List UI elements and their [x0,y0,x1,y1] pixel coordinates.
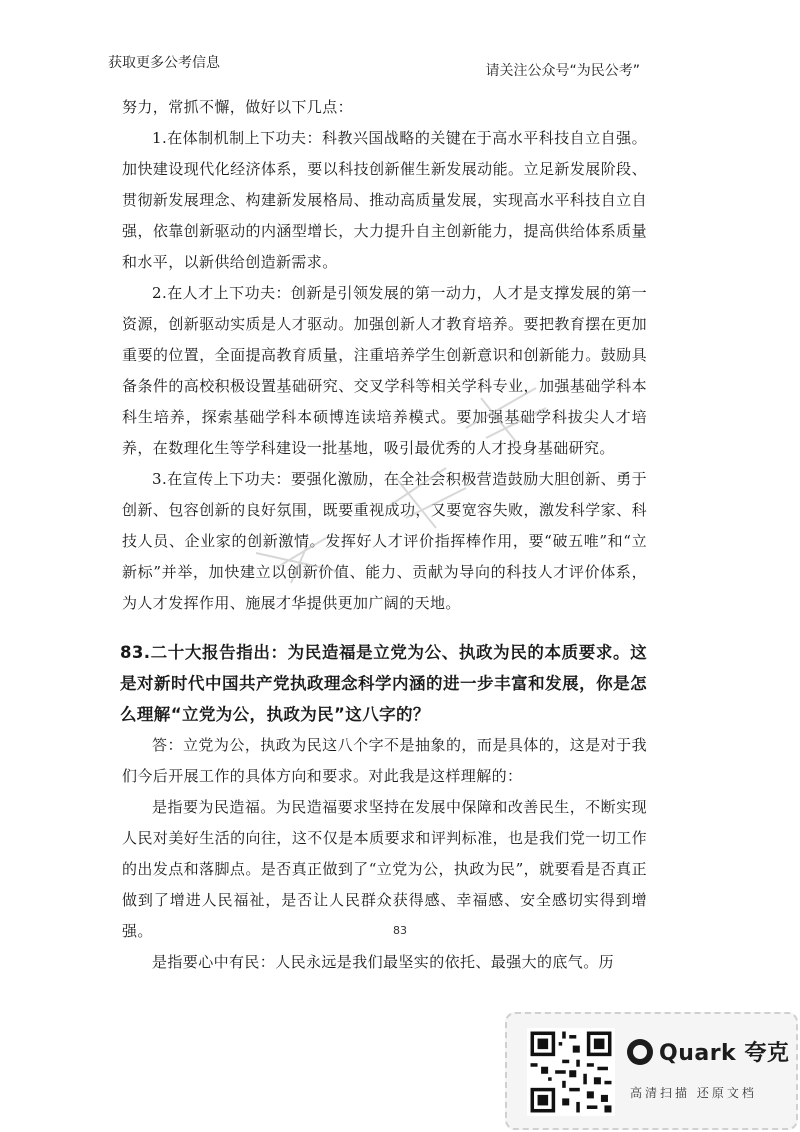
header-left: 获取更多公考信息 [108,55,220,71]
answer-point-2: 是指要心中有民：人民永远是我们最坚实的依托、最强大的底气。历 [152,953,615,971]
paragraph-3: 3.在宣传上下功夫：要强化激励，在全社会积极营造鼓励大胆创新、勇于创新、包容创新的良好氛围，既要重视成功，又要宽容失败，激发科学家、科技人员、企业家的创新激情。发挥好人才评价指挥棒作用，要“破五唯”和“立新标”并举，加快建立以创新价值、能力、贡献为导向的科技人才评价体系，为人才发挥作用、施展才华提供更加广阔的天地。 [122,470,647,612]
paragraph-1: 1.在体制机制上下功夫：科教兴国战略的关键在于高水平科技自立自强。加快建设现代化经济体系，要以科技创新催生新发展动能。立足新发展阶段、贯彻新发展理念、构建新发展格局、推动高质量发展，实现高水平科技自立自强，依靠创新驱动的内涵型增长，大力提升自主创新能力，提高供给体系质量和水平，以新供给创造新需求。 [122,129,647,271]
quark-tagline: 高清扫描 还原文档 [630,1086,757,1100]
quark-logo [627,1036,789,1067]
page-body [122,92,647,978]
answer-intro: 答：立党为公，执政为民这八个字不是抽象的，而是具体的，这是对于我们今后开展工作的具体方向和要求。对此我是这样理解的： [122,736,647,785]
paragraph-2: 2.在人才上下功夫：创新是引领发展的第一动力，人才是支撑发展的第一资源，创新驱动实质是人才驱动。加强创新人才教育培养。要把教育摆在更加重要的位置，全面提高教育质量，注重培养学生创新意识和创新能力。鼓励具备条件的高校积极设置基础研究、交叉学科等相关学科专业，加强基础学科本科生培养，探索基础学科本硕博连读培养模式。要加强基础学科拔尖人才培养，在数理化生等学科建设一批基地，吸引最优秀的人才投身基础研究。 [122,284,647,457]
header-right: 请关注公众号“为民公考” [485,63,640,79]
qr-code-icon [527,1028,615,1116]
question-83: 83.二十大报告指出：为民造福是立党为公、执政为民的本质要求。这是对新时代中国共产党执政理念科学内涵的进一步丰富和发展，你是怎么理解“立党为公，执政为民”这八字的？ [120,643,647,724]
answer-point-1: 是指要为民造福。为民造福要求坚持在发展中保障和改善民生，不断实现人民对美好生活的向往，这不仅是本质要求和评判标准，也是我们党一切工作的出发点和落脚点。是否真正做到了“立党为公，执政为民”，就要看是否真正做到了增进人民福祉，是否让人民群众获得感、幸福感、安全感切实得到增强。 [122,798,647,940]
intro-line: 努力，常抓不懈，做好以下几点： [122,98,354,116]
quark-brand-name: Quark 夸克 [659,1041,790,1066]
quark-scanner-badge [505,1012,798,1130]
quark-logo-icon [627,1039,653,1065]
page-number: 83 [393,924,407,937]
